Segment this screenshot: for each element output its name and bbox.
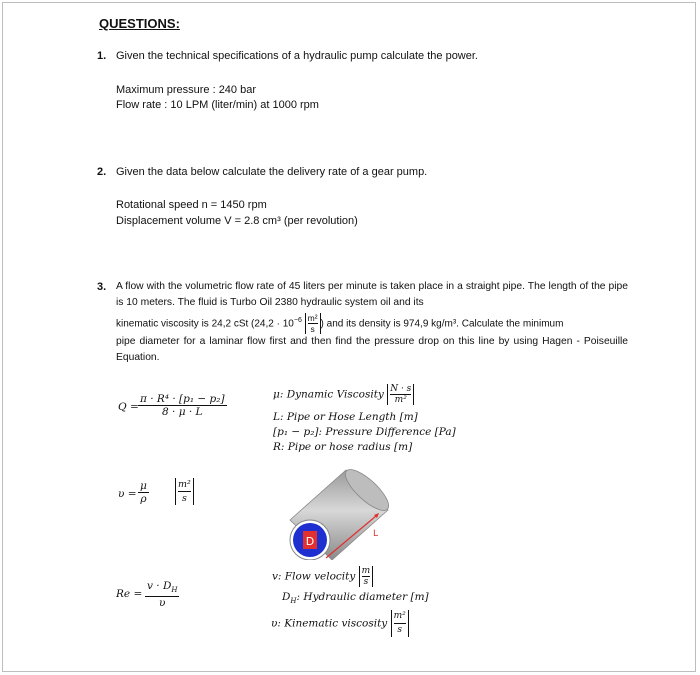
- legend-mu-label: μ: Dynamic Viscosity: [273, 388, 384, 401]
- legend-pressure-difference: [p₁ − p₂]: Pressure Difference [Pa]: [273, 426, 456, 438]
- v-unit-den: s: [181, 493, 187, 504]
- q1-max-pressure: Maximum pressure : 240 bar: [116, 84, 256, 96]
- re-formula-denominator: υ: [159, 597, 166, 610]
- legend-pipe-length: L: Pipe or Hose Length [m]: [273, 411, 418, 423]
- legend-pipe-radius: R: Pipe or hose radius [m]: [273, 441, 413, 453]
- v-formula-unit: [175, 478, 194, 505]
- legend-v-unit-num: m: [361, 566, 371, 576]
- legend-dh-main: D: [282, 591, 291, 603]
- re-formula-lhs: Re =: [116, 588, 143, 600]
- legend-flow-velocity: [272, 566, 373, 587]
- q3-paragraph-2: [116, 313, 563, 334]
- q3-exponent: −6: [293, 317, 302, 324]
- v-formula-fraction: [138, 480, 149, 505]
- q1-number: 1.: [97, 50, 107, 62]
- q2-displacement-volume: Displacement volume V = 2.8 cm³ (per revolution): [116, 215, 358, 227]
- re-formula-numerator: [145, 580, 179, 597]
- q3-density-text: ) and its density is 974,9 kg/m³. Calculate the minimum: [320, 318, 564, 330]
- q2-rotational-speed: Rotational speed n = 1450 rpm: [116, 199, 267, 211]
- q3-paragraph-1: A flow with the volumetric flow rate of 45 liters per minute is taken place in a straight pipe. The length of the pipe is 10 meters. The fluid is Turbo Oil 2380 hydraulic system oil and its: [116, 281, 628, 308]
- re-num-sub: H: [171, 586, 178, 595]
- legend-nu-label: υ: Kinematic viscosity: [271, 617, 388, 630]
- pipe-illustration: [270, 460, 400, 560]
- q3-unit-num: m²: [307, 313, 318, 324]
- legend-nu-unit-den: s: [397, 625, 402, 635]
- diameter-label: D: [305, 535, 315, 548]
- q3-unit-den: s: [310, 324, 315, 335]
- re-num-main: v · D: [147, 580, 172, 592]
- legend-dh-rest: : Hydraulic diameter [m]: [296, 591, 429, 603]
- re-formula-fraction: [145, 580, 179, 609]
- q-formula-numerator: π · R⁴ · [p₁ − p₂]: [140, 393, 225, 405]
- legend-dh-sub: H: [290, 597, 297, 606]
- v-formula-denominator: ρ: [140, 493, 147, 505]
- q-formula-denominator: 8 · μ · L: [162, 406, 203, 418]
- q1-text: Given the technical specifications of a hydraulic pump calculate the power.: [116, 50, 478, 62]
- legend-nu-unit-num: m²: [394, 610, 406, 624]
- v-formula-numerator: μ: [140, 480, 147, 492]
- v-formula-lhs: υ =: [118, 488, 137, 500]
- q-formula-fraction: [138, 393, 227, 418]
- legend-v-unit-den: s: [363, 577, 369, 587]
- q3-number: 3.: [97, 281, 107, 293]
- legend-hydraulic-diameter: [282, 591, 429, 605]
- q1-flow-rate: Flow rate : 10 LPM (liter/min) at 1000 rpm: [116, 99, 319, 111]
- legend-kinematic-viscosity: [271, 610, 409, 637]
- length-label: L: [373, 529, 379, 539]
- v-unit-num: m²: [178, 479, 191, 490]
- q3-unit-bracket: [305, 313, 321, 334]
- legend-mu-unit-num: N · s: [390, 384, 412, 394]
- legend-mu-unit: [387, 384, 414, 405]
- q3-paragraph-3: pipe diameter for a laminar flow first and then find the pressure drop on this line by using Hagen - Poiseuille Equation.: [116, 336, 628, 363]
- questions-heading: QUESTIONS:: [99, 16, 180, 31]
- q3-viscosity-text: kinematic viscosity is 24,2 cSt (24,2 · 10: [116, 318, 294, 330]
- legend-dynamic-viscosity: [273, 384, 414, 405]
- legend-v-label: v: Flow velocity: [272, 570, 356, 583]
- q-formula-lhs: Q =: [118, 401, 139, 413]
- q2-text: Given the data below calculate the delivery rate of a gear pump.: [116, 166, 428, 178]
- legend-mu-unit-den: m²: [394, 395, 407, 405]
- q2-number: 2.: [97, 166, 107, 178]
